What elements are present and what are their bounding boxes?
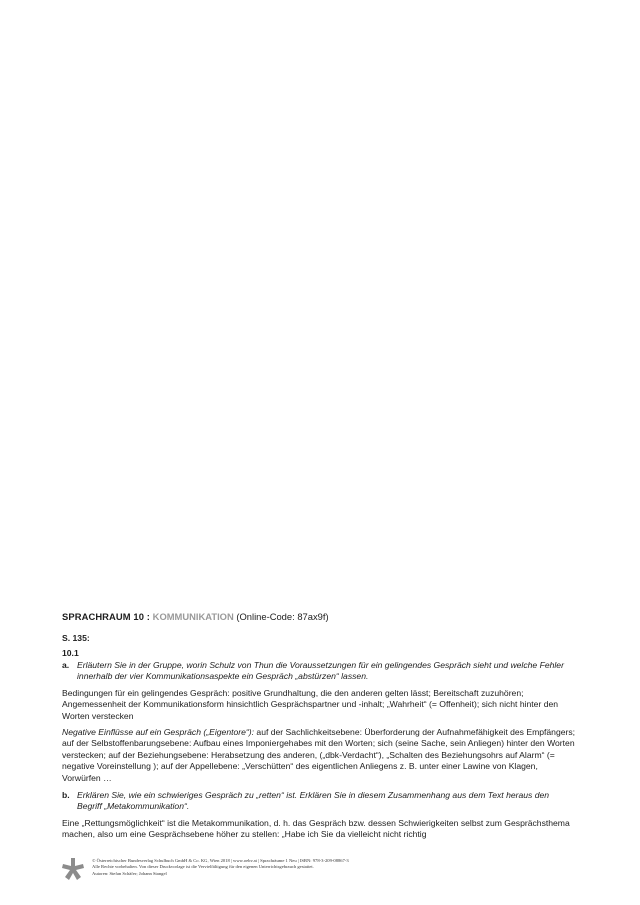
- footer-rights: Alle Rechte vorbehalten. Von dieser Druckvorlage ist die Vervielfältigung für den eigenen Unterrichtsgebrauch gestattet.: [92, 864, 314, 870]
- answer-a-negative-lead: Negative Einflüsse auf ein Gespräch („Eigentore“):: [62, 727, 255, 738]
- footer-authors: Autoren: Stefan Schäfer; Johann Stangel: [92, 870, 167, 876]
- publisher-logo-icon: [62, 858, 84, 880]
- section-title-main: SPRACHRAUM 10 :: [62, 611, 153, 622]
- section-title: [62, 611, 576, 623]
- answer-a-conditions: Bedingungen für ein gelingendes Gespräch: positive Grundhaltung, die den anderen gelten lässt; Bereitschaft zuzuhören; Angemessenheit der Kommunikationsform hinsichtlich Gesprächspartner und -inhalt; „Wahrheit“ (= Offenheit); sich nicht hinter den Worten verstecken: [62, 687, 559, 721]
- footer-text: [92, 858, 349, 877]
- page-reference: S. 135:: [62, 633, 90, 643]
- task-a-text: Erläutern Sie in der Gruppe, worin Schulz von Thun die Voraussetzungen für ein gelingendes Gespräch sieht und welche Fehler innerhalb der vier Kommunikationsaspekte ein Gespräch „abstürzen“ lassen.: [77, 660, 564, 682]
- online-code: (Online-Code: 87ax9f): [233, 611, 329, 622]
- section-title-sub: KOMMUNIKATION: [152, 611, 234, 622]
- task-number: 10.1: [62, 648, 79, 658]
- task-b-text: Erklären Sie, wie ein schwieriges Gespräch zu „retten“ ist. Erklären Sie in diesem Zusammenhang aus dem Text heraus den Begriff „Metakommunikation“.: [77, 790, 550, 812]
- task-a: [62, 660, 576, 683]
- task-b-letter: b.: [62, 790, 70, 801]
- footer-copyright: © Österreichischer Bundesverlag Schulbuch GmbH & Co. KG, Wien 2018 | www.oebv.at | Sprachräume 1 Neu | ISBN: 978-3-209-08867-3: [92, 858, 349, 863]
- answer-b: Eine „Rettungsmöglichkeit“ ist die Metakommunikation, d. h. das Gespräch bzw. dessen Schwierigkeiten selbst zum Gesprächsthema machen, also um eine Gesprächsebene höher zu stellen: „Habe ich Sie da vielleicht nicht richtig: [62, 817, 570, 840]
- main-content: [62, 611, 576, 841]
- page-footer: [62, 856, 582, 886]
- task-b: [62, 790, 576, 813]
- answer-a-negative-text: auf der Sachlichkeitsebene: Überforderung der Aufnahmefähigkeit des Empfängers; auf der Selbstoffenbarungsebene: Aufbau eines Imponiergehabes mit den Worten; sich (seine Sache, sein Anliegen) hinter den Worten verstecken; auf der Beziehungsebene: Herabsetzung des anderen, („dbk-Verdacht“), „Schalten des Beziehungsohrs auf Alarm“ (= negative Voreinstellung ); auf der Appellebene: „Verschütten“ des eigentlichen Anliegens z. B. unter einer Lawine von Klagen, Vorwürfen …: [62, 727, 576, 783]
- task-a-letter: a.: [62, 660, 70, 670]
- answer-a-negative-influences: [62, 727, 576, 784]
